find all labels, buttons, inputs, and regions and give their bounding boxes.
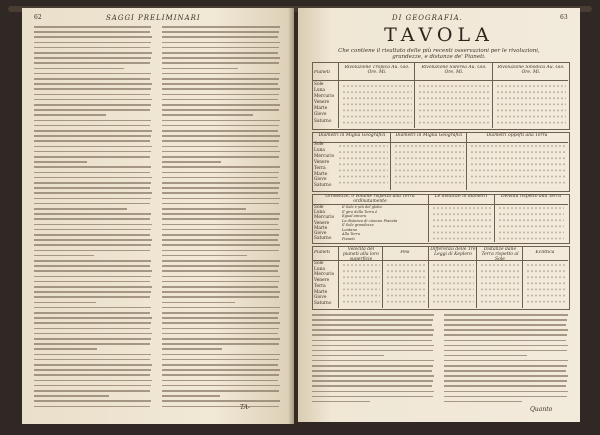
text-line — [34, 333, 152, 335]
text-line — [312, 385, 432, 387]
text-line — [162, 380, 278, 382]
text-line — [34, 234, 150, 236]
text-line — [34, 68, 124, 70]
text-line — [34, 166, 151, 168]
text-line — [34, 328, 150, 330]
text-line — [162, 291, 280, 293]
text-line — [162, 369, 280, 371]
text-line — [34, 120, 151, 122]
text-line — [162, 354, 280, 356]
text-line — [34, 177, 152, 179]
text-line — [34, 255, 94, 257]
text-line — [34, 31, 150, 33]
table3-notes: Il Sole è più del globo Il giro della Terra è Egual ancora La distanza di ciascun Pianeta Il Sole grandezza Lontano Alla Terra Pianeti — [342, 205, 398, 241]
text-line — [162, 182, 280, 184]
text-line — [162, 130, 278, 132]
text-line — [34, 348, 97, 350]
text-line — [34, 354, 151, 356]
text-line — [162, 172, 279, 174]
text-line — [162, 161, 221, 163]
text-line — [34, 172, 150, 174]
text-line — [34, 151, 151, 153]
text-line — [34, 385, 151, 387]
text-line — [162, 47, 279, 49]
text-line — [34, 260, 151, 262]
text-line — [162, 192, 278, 194]
text-line — [34, 198, 151, 200]
text-line — [34, 406, 150, 408]
text-line — [34, 395, 109, 397]
text-line — [162, 177, 278, 179]
text-line — [162, 312, 279, 314]
text-line — [34, 42, 151, 44]
text-line — [162, 250, 279, 252]
text-line — [162, 99, 278, 101]
table2-planet-list: Sole Luna Mercurio Venere Terra Marte Giove Saturno — [314, 142, 335, 189]
text-line — [162, 125, 279, 127]
text-line — [444, 360, 568, 362]
text-line — [34, 36, 152, 38]
text-line — [162, 120, 280, 122]
text-line — [34, 208, 127, 210]
text-line — [444, 370, 566, 372]
text-line — [162, 307, 280, 309]
text-line — [34, 135, 151, 137]
text-line — [444, 319, 567, 321]
text-line — [312, 334, 433, 336]
text-line — [312, 319, 433, 321]
text-line — [34, 359, 150, 361]
text-line — [34, 224, 152, 226]
text-line — [162, 213, 280, 215]
text-line — [162, 286, 278, 288]
right-running-head: DI GEOGRAFIA. — [392, 14, 463, 22]
text-line — [34, 374, 150, 376]
text-line — [34, 83, 152, 85]
text-line — [34, 291, 151, 293]
text-line — [34, 250, 150, 252]
text-line — [34, 322, 151, 324]
text-line — [34, 317, 152, 319]
text-line — [312, 329, 434, 331]
t4-planets-header: Pianeti — [314, 250, 330, 255]
table1-planet-list: Sole Luna Mercurio Venere Marte Giove Saturno — [314, 82, 335, 124]
text-line — [34, 104, 151, 106]
text-line — [34, 130, 152, 132]
text-line — [162, 218, 279, 220]
text-line — [162, 338, 280, 340]
text-line — [162, 151, 280, 153]
text-line — [162, 260, 280, 262]
text-line — [34, 78, 150, 80]
text-line — [34, 244, 151, 246]
t4-weights-header: Pesi — [400, 250, 410, 255]
text-line — [34, 125, 150, 127]
text-line — [34, 229, 151, 231]
text-line — [34, 26, 151, 28]
text-line — [444, 329, 568, 331]
text-line — [312, 324, 432, 326]
text-line — [444, 314, 568, 316]
text-line — [34, 276, 151, 278]
t4-velocity-header: Velocità del pianeti alla loro superficie — [343, 247, 379, 262]
left-page — [22, 8, 294, 424]
text-line — [312, 355, 384, 357]
text-line — [444, 391, 568, 393]
text-line — [34, 213, 151, 215]
text-line — [162, 208, 246, 210]
text-line — [162, 322, 280, 324]
text-line — [162, 364, 278, 366]
text-line — [34, 296, 150, 298]
text-line — [162, 68, 238, 70]
diam-header-3: Diametri oppofti alla Terra — [486, 133, 548, 138]
text-line — [34, 364, 152, 366]
left-running-head: SAGGI PRELIMINARI — [106, 14, 201, 22]
text-line — [162, 88, 280, 90]
text-line — [162, 140, 279, 142]
t4-distance-header: Distanze dalle Terra rispetto al Sole — [481, 247, 519, 262]
text-line — [34, 380, 152, 382]
text-line — [162, 109, 279, 111]
text-line — [312, 375, 434, 377]
text-line — [162, 135, 280, 137]
text-line — [312, 360, 434, 362]
text-line — [162, 187, 279, 189]
text-line — [34, 307, 151, 309]
text-line — [34, 109, 150, 111]
text-line — [162, 317, 278, 319]
text-line — [312, 380, 433, 382]
text-line — [34, 47, 150, 49]
text-line — [162, 374, 279, 376]
right-page-number: 63 — [560, 14, 568, 21]
text-line — [162, 203, 279, 205]
text-line — [162, 94, 279, 96]
text-line — [34, 57, 151, 59]
text-line — [162, 57, 280, 59]
text-line — [162, 343, 279, 345]
text-line — [162, 224, 278, 226]
text-line — [312, 345, 434, 347]
table4-planet-list: Sole Luna Mercurio Venere Terra Marte Giove Saturno — [314, 261, 335, 306]
text-line — [162, 406, 279, 408]
diam-header-2: Diametri in Miglia Geografici — [395, 133, 463, 138]
text-line — [162, 270, 278, 272]
text-line — [444, 385, 566, 387]
text-line — [162, 73, 280, 75]
text-line — [162, 328, 279, 330]
text-line — [444, 340, 566, 342]
text-line — [34, 73, 151, 75]
text-line — [34, 94, 150, 96]
table-title: TAVOLA — [384, 24, 494, 46]
text-line — [162, 359, 279, 361]
text-line — [312, 340, 432, 342]
text-line — [444, 345, 568, 347]
text-line — [162, 83, 278, 85]
text-line — [162, 239, 278, 241]
text-line — [34, 161, 87, 163]
text-line — [444, 365, 567, 367]
text-line — [162, 400, 280, 402]
text-line — [34, 62, 150, 64]
text-line — [444, 334, 567, 336]
text-line — [312, 391, 434, 393]
text-line — [444, 375, 568, 377]
text-line — [162, 281, 279, 283]
text-line — [444, 396, 567, 398]
table3-planet-list: Sole Luna Mercurio Venere Marte Giove Saturno — [314, 205, 335, 242]
text-line — [34, 146, 152, 148]
text-line — [34, 239, 152, 241]
text-line — [34, 286, 152, 288]
text-line — [162, 42, 280, 44]
text-line — [34, 182, 151, 184]
right-page — [298, 8, 580, 422]
text-line — [444, 350, 567, 352]
text-line — [34, 192, 152, 194]
text-line — [162, 385, 280, 387]
text-line — [34, 312, 150, 314]
text-line — [312, 401, 370, 403]
text-line — [34, 140, 150, 142]
text-line — [34, 270, 152, 272]
text-line — [162, 52, 278, 54]
text-line — [162, 31, 279, 33]
text-line — [312, 370, 432, 372]
t4-kepler-header: Differenza delle Tre Leggi di Keplero — [430, 247, 476, 257]
text-line — [162, 255, 247, 257]
text-line — [444, 355, 527, 357]
text-line — [162, 276, 280, 278]
text-line — [162, 166, 280, 168]
text-line — [444, 401, 522, 403]
volume-header: Grossezze, o volume rispetto alla Terra ordinatamente — [325, 194, 415, 204]
text-line — [34, 203, 150, 205]
text-line — [162, 78, 279, 80]
text-line — [444, 380, 567, 382]
text-line — [444, 324, 566, 326]
text-line — [162, 296, 279, 298]
table-subtitle-2: grandezze, e distanze de' Pianeti. — [392, 54, 486, 60]
text-line — [34, 218, 150, 220]
text-line — [162, 114, 253, 116]
t4-ecliptic-header: Eclittica — [535, 250, 555, 255]
text-line — [34, 156, 150, 158]
text-line — [34, 281, 150, 283]
col-planets-header: Pianeti — [314, 70, 330, 75]
text-line — [162, 62, 279, 64]
text-line — [162, 104, 280, 106]
text-line — [162, 156, 279, 158]
text-line — [162, 390, 279, 392]
text-line — [34, 343, 150, 345]
text-line — [162, 146, 278, 148]
text-line — [34, 114, 106, 116]
col-tropical-header: Rivoluzione Tropica Au. Gio. Ore. Mi. — [344, 65, 410, 75]
text-line — [162, 265, 279, 267]
text-line — [312, 365, 433, 367]
text-line — [312, 314, 434, 316]
text-line — [34, 302, 96, 304]
diam-header-1: Diametri in Miglia Geografici — [318, 133, 386, 138]
table-subtitle-1: Che contiene il risultato delle più recenti osservazioni per le rivoluzioni, — [338, 48, 540, 54]
text-line — [162, 36, 278, 38]
text-line — [34, 265, 150, 267]
col-sidereal-header: Rivoluzione Siderea Au. Gio. Ore. Mi. — [421, 65, 487, 75]
text-line — [162, 348, 222, 350]
distance-header: Le distanze in diametri — [434, 194, 488, 199]
text-line — [34, 88, 151, 90]
text-line — [162, 229, 280, 231]
left-catchword: TA- — [240, 404, 251, 411]
text-line — [162, 244, 280, 246]
text-line — [34, 338, 151, 340]
text-line — [312, 396, 433, 398]
col-synodic-header: Rivoluzione Sinodica Au. Gio. Ore. Mi. — [497, 65, 565, 75]
text-line — [312, 350, 433, 352]
text-line — [162, 395, 220, 397]
text-line — [162, 302, 235, 304]
text-line — [34, 369, 151, 371]
text-line — [162, 198, 280, 200]
density-header: Densità rispetto alla Terra — [500, 194, 561, 199]
right-catchword: Quanto — [530, 406, 553, 413]
text-line — [162, 234, 279, 236]
left-page-number: 62 — [34, 14, 42, 21]
text-line — [162, 26, 280, 28]
text-line — [34, 400, 151, 402]
text-line — [162, 333, 278, 335]
text-line — [34, 99, 152, 101]
text-line — [34, 52, 152, 54]
text-line — [34, 390, 150, 392]
text-line — [34, 187, 150, 189]
